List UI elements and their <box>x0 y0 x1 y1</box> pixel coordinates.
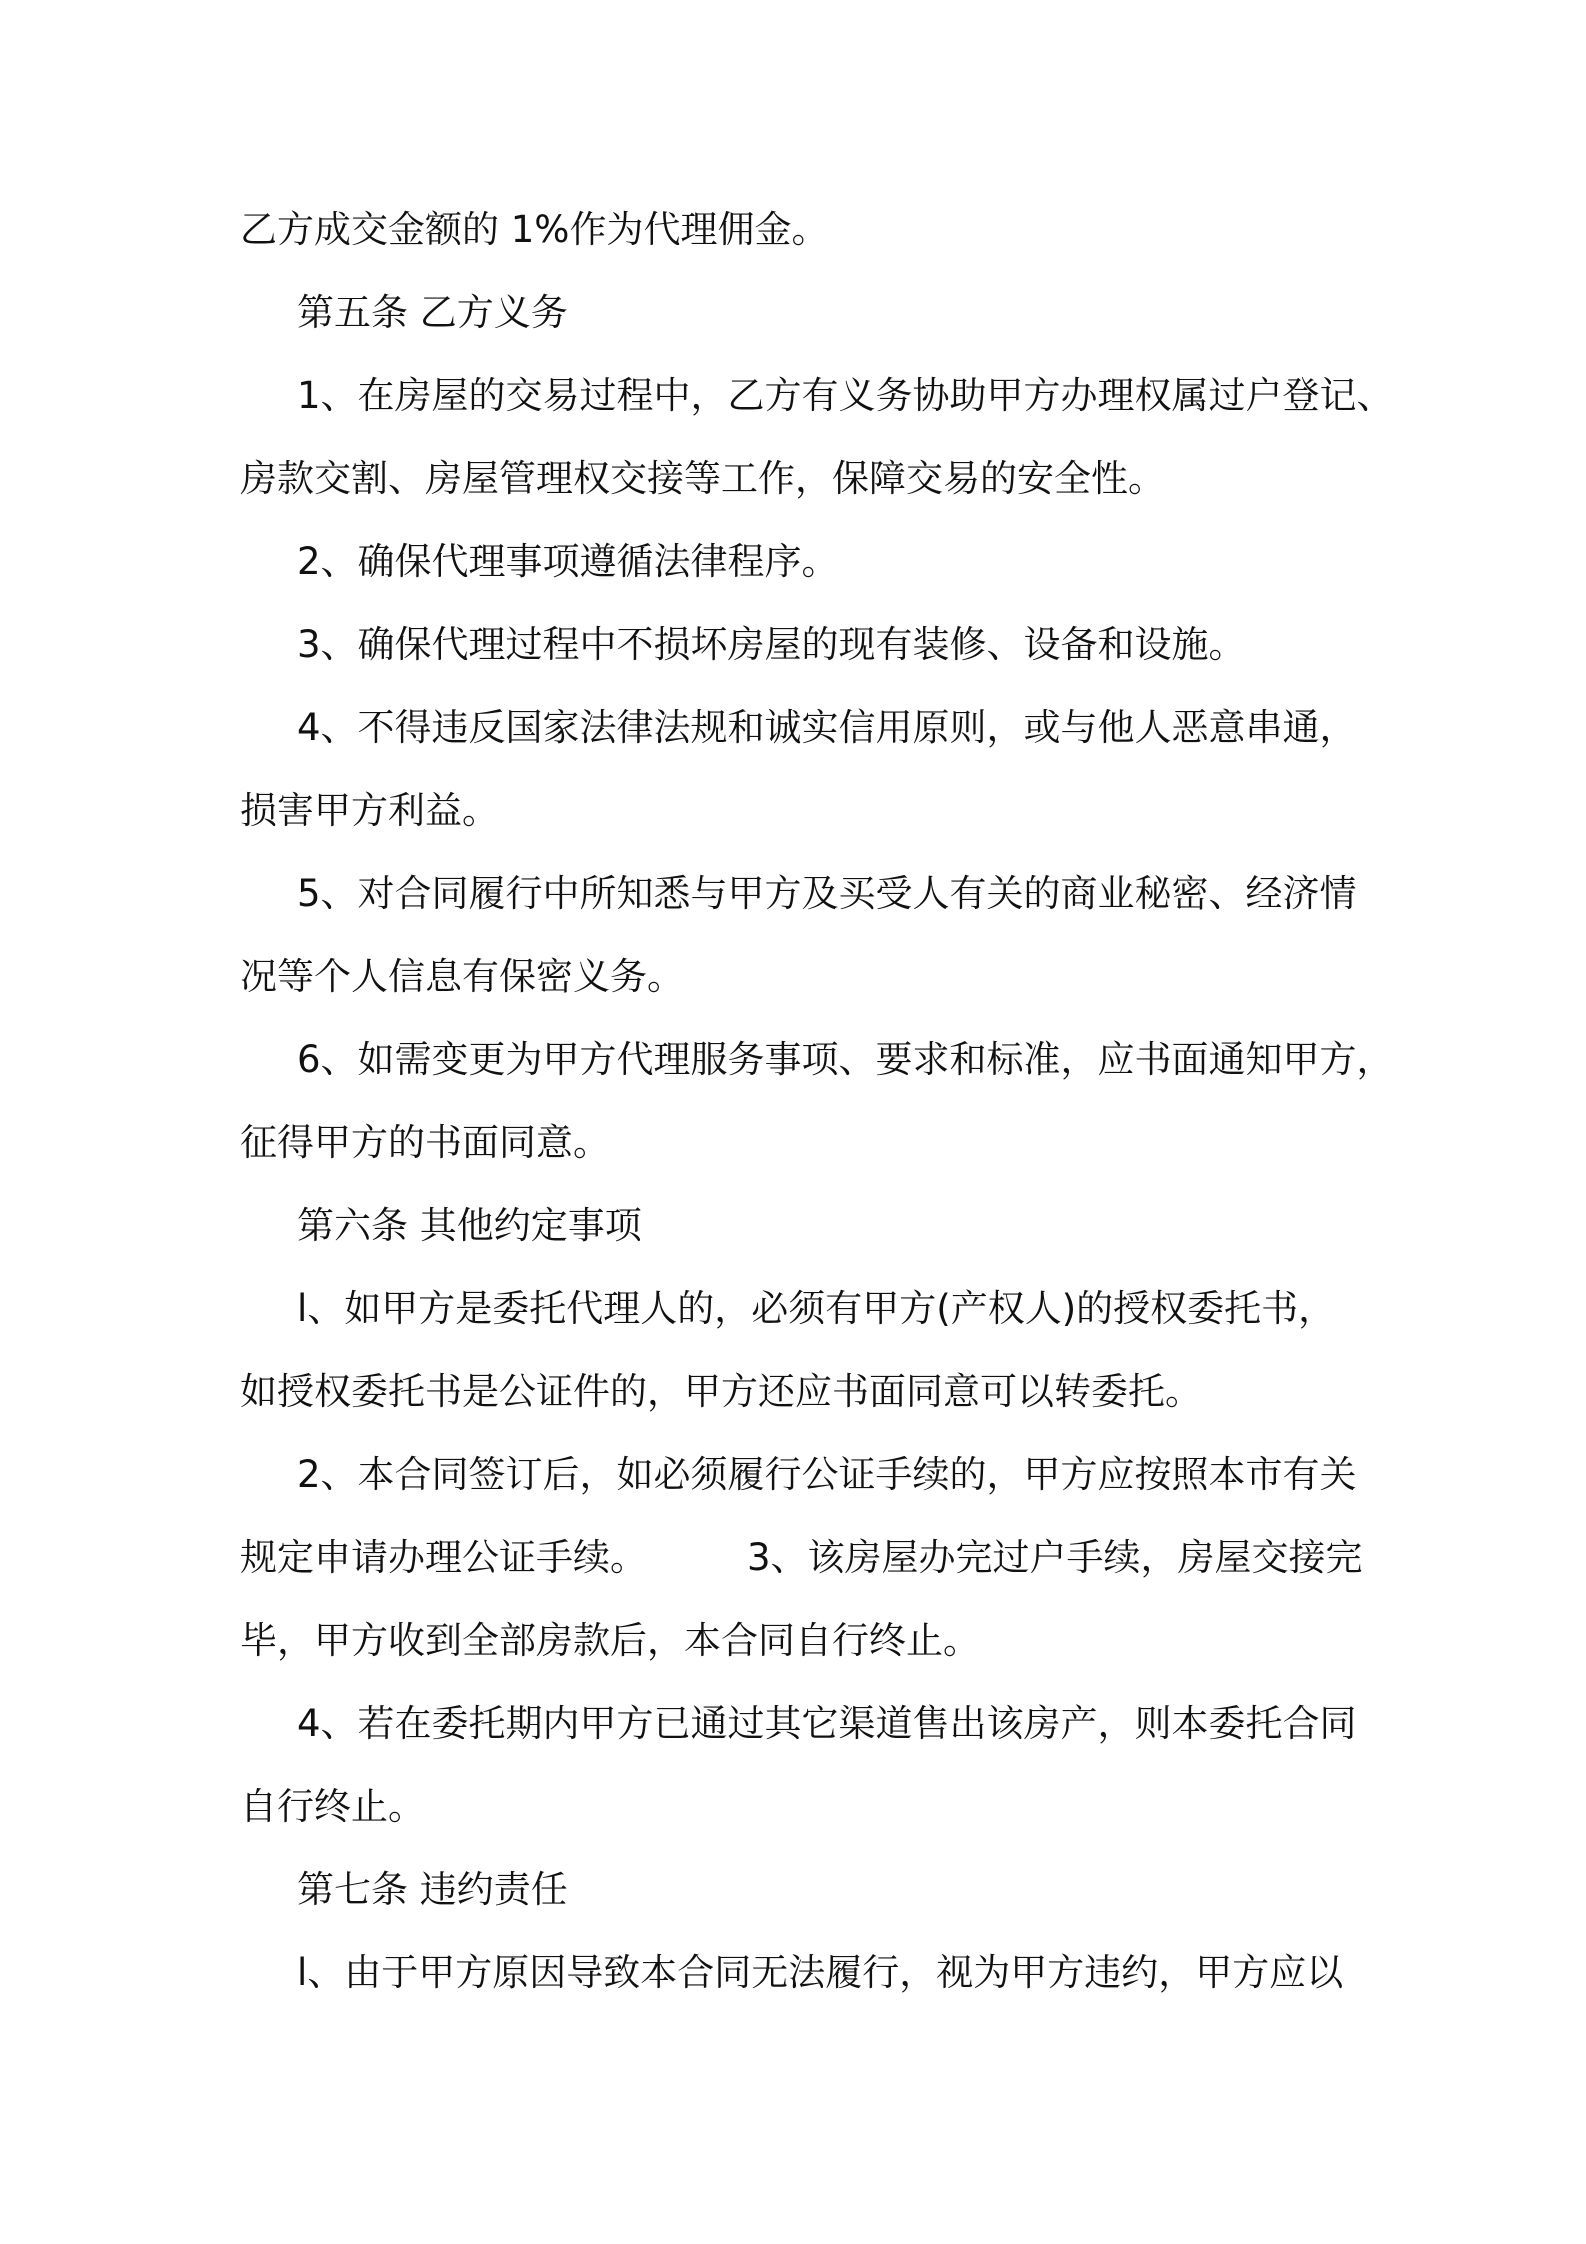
paragraph-line: 损害甲方利益。 <box>240 789 499 832</box>
paragraph-line: 5、对合同履行中所知悉与甲方及买受人有关的商业秘密、经济情 <box>297 872 1357 915</box>
paragraph-line: 4、若在委托期内甲方已通过其它渠道售出该房产，则本委托合同 <box>297 1702 1357 1745</box>
paragraph-line: 3、确保代理过程中不损坏房屋的现有装修、设备和设施。 <box>297 623 1246 666</box>
paragraph-line: l、由于甲方原因导致本合同无法履行，视为甲方违约，甲方应以 <box>297 1951 1344 1994</box>
paragraph-line: 4、不得违反国家法律法规和诚实信用原则，或与他人恶意串通， <box>297 706 1357 749</box>
paragraph-line: 1、在房屋的交易过程中，乙方有义务协助甲方办理权属过户登记、 <box>297 374 1394 417</box>
paragraph-line: 征得甲方的书面同意。 <box>240 1121 610 1164</box>
paragraph-line: 自行终止。 <box>240 1785 425 1828</box>
paragraph-line: 况等个人信息有保密义务。 <box>240 955 684 998</box>
section-heading: 第七条 违约责任 <box>297 1868 568 1911</box>
paragraph-segment: 规定申请办理公证手续。 <box>240 1536 647 1579</box>
section-heading: 第五条 乙方义务 <box>297 291 568 334</box>
paragraph-line: 乙方成交金额的 1%作为代理佣金。 <box>240 208 829 251</box>
paragraph-line: 房款交割、房屋管理权交接等工作，保障交易的安全性。 <box>240 457 1165 500</box>
paragraph-line: 如授权委托书是公证件的，甲方还应书面同意可以转委托。 <box>240 1370 1202 1413</box>
section-heading: 第六条 其他约定事项 <box>297 1204 642 1247</box>
paragraph-line: 毕，甲方收到全部房款后，本合同自行终止。 <box>240 1619 980 1662</box>
paragraph-line <box>240 1534 1363 1582</box>
paragraph-line: l、如甲方是委托代理人的，必须有甲方(产权人)的授权委托书， <box>297 1287 1336 1330</box>
paragraph-line: 6、如需变更为甲方代理服务事项、要求和标准，应书面通知甲方， <box>297 1038 1394 1081</box>
paragraph-segment: 3、该房屋办完过户手续，房屋交接完 <box>747 1536 1363 1579</box>
paragraph-line: 2、确保代理事项遵循法律程序。 <box>297 540 839 583</box>
paragraph-line: 2、本合同签订后，如必须履行公证手续的，甲方应按照本市有关 <box>297 1453 1357 1496</box>
